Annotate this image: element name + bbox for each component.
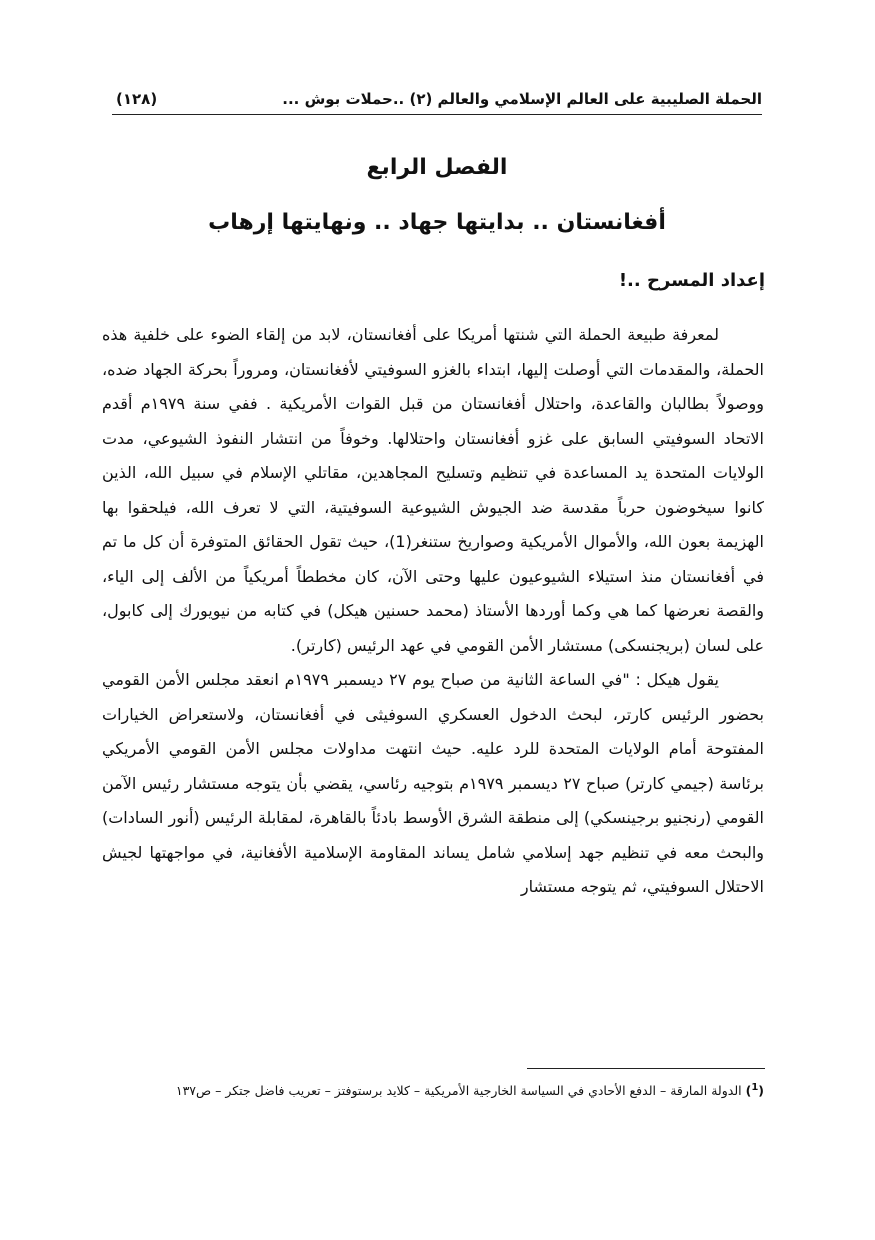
paragraph-2: يقول هيكل : "في الساعة الثانية من صباح يوم ٢٧ ديسمبر ١٩٧٩م انعقد مجلس الأمن القومي بحضور الرئيس كارتر، لبحث الدخول العسكري السوفيثى في أفغانستان، ولاستعراض الخيارات المفتوحة أمام الولايات المتحدة للرد عليه. حيث انتهت مداولات مجلس الأمن القومي الأمريكي برئاسة (جيمي كارتر) صباح ٢٧ ديسمبر ١٩٧٩م بتوجيه رئاسي، يقضي بأن يتوجه مستشار رئيس الآمن القومي (رنجنيو برجينسكي) إلى منطقة الشرق الأوسط بادئاً بالقاهرة، لمقابلة الرئيس (أنور السادات) والبحث معه في تنظيم جهد إسلامي شامل يساند المقاومة الإسلامية الأفغانية، في مواجهتها لجيش الاحتلال السوفيتي، ثم يتوجه مستشار bbox=[102, 670, 764, 896]
chapter-title: الفصل الرابع bbox=[366, 155, 508, 180]
paragraph-1 bbox=[102, 318, 764, 663]
footnote-reference[interactable]: (1) bbox=[389, 532, 412, 551]
footnote-mark-close: ) bbox=[745, 1083, 752, 1098]
footnote-mark bbox=[746, 1083, 764, 1098]
running-title: الحملة الصليبية على العالم الإسلامي والعالم (٢) ..حملات بوش ... bbox=[282, 90, 762, 108]
chapter-subtitle: أفغانستان .. بدايتها جهاد .. ونهايتها إرهاب bbox=[208, 210, 666, 235]
footnote-divider bbox=[527, 1068, 765, 1069]
running-header bbox=[112, 88, 762, 115]
paragraph-1-part-1: لمعرفة طبيعة الحملة التي شنتها أمريكا على أفغانستان، لابد من إلقاء الضوء على خلفية هذه الحملة، والمقدمات التي أوصلت إليها، ابتداء بالغزو السوفيتي لأفغانستان، ومروراً بحركة الجهاد ضده، ووصولاً بطالبان والقاعدة، واحتلال أفغانستان من قبل القوات الأمريكية . ففي سنة ١٩٧٩م أقدم الاتحاد السوفيتي السابق على غزو أفغانستان واحتلالها. وخوفاً من انتشار النفوذ الشيوعي، مدت الولايات المتحدة يد المساعدة في تنظيم وتسليح المجاهدين، مقاتلي الإسلام في سبيل الله، الذين كانوا سيخوضون حرباً مقدسة ضد الجيوش الشيوعية السوفيتية، التي لا تعرف الله، فيلحقوا بها الهزيمة بعون الله، والأموال الأمريكية وصواريخ ستنغر bbox=[102, 325, 765, 551]
footnote-mark-number: 1 bbox=[751, 1081, 759, 1093]
section-heading: إعداد المسرح ..! bbox=[618, 270, 765, 291]
footnote bbox=[110, 1078, 764, 1103]
page-number: (١٢٨) bbox=[116, 90, 158, 108]
footnote-mark-open: ( bbox=[758, 1083, 764, 1098]
paragraph-1-part-2: ، حيث تقول الحقائق المتوفرة أن كل ما تم في أفغانستان منذ استيلاء الشيوعيون عليها وحتى الآن، كان مخططاً أمريكياً من الألف إلى الياء، والقصة نعرضها كما هي وكما أوردها الأستاذ (محمد حسنين هيكل) في كتابه من نيويورك إلى كابول، على لسان (بريجنسكى) مستشار الأمن القومي في عهد الرئيس (كارتر). bbox=[102, 532, 764, 655]
body-text bbox=[102, 318, 764, 905]
footnote-text: الدولة المارقة – الدفع الأحادي في السياسة الخارجية الأمريكية – كلايد برستوفتز – تعريب فاضل جتكر – ص١٣٧ bbox=[175, 1083, 742, 1098]
